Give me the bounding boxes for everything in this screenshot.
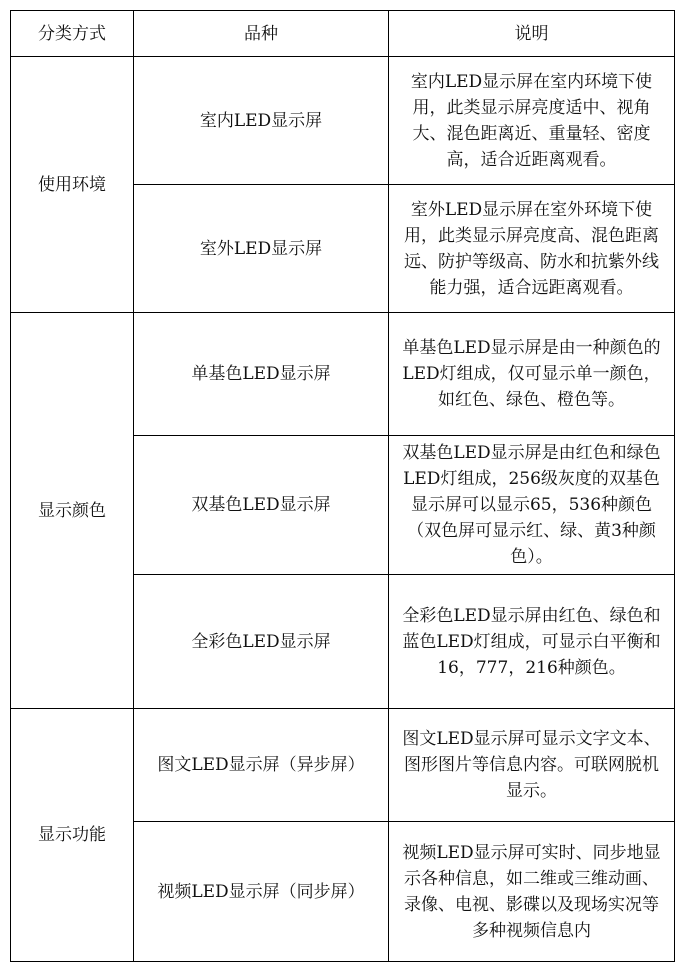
variety-cell: 全彩色LED显示屏	[134, 575, 389, 709]
description-cell: 室内LED显示屏在室内环境下使用，此类显示屏亮度适中、视角大、混色距离近、重量轻、密度高，适合近距离观看。	[389, 57, 675, 185]
header-variety: 品种	[134, 11, 389, 57]
category-cell: 使用环境	[11, 57, 134, 313]
table-row	[11, 313, 675, 436]
description-cell: 视频LED显示屏可实时、同步地显示各种信息，如二维或三维动画、录像、电视、影碟以及现场实况等多种视频信息内	[389, 822, 675, 962]
variety-cell: 室外LED显示屏	[134, 185, 389, 313]
variety-cell: 视频LED显示屏（同步屏）	[134, 822, 389, 962]
variety-cell: 单基色LED显示屏	[134, 313, 389, 436]
table-header-row	[11, 11, 675, 57]
variety-cell: 图文LED显示屏（异步屏）	[134, 709, 389, 822]
table-row	[11, 709, 675, 822]
header-category: 分类方式	[11, 11, 134, 57]
variety-cell: 双基色LED显示屏	[134, 436, 389, 575]
led-classification-table	[10, 10, 675, 962]
description-cell: 图文LED显示屏可显示文字文本、图形图片等信息内容。可联网脱机显示。	[389, 709, 675, 822]
category-cell: 显示颜色	[11, 313, 134, 709]
description-cell: 全彩色LED显示屏由红色、绿色和蓝色LED灯组成，可显示白平衡和16，777，216种颜色。	[389, 575, 675, 709]
category-cell: 显示功能	[11, 709, 134, 962]
table-row	[11, 57, 675, 185]
description-cell: 室外LED显示屏在室外环境下使用，此类显示屏亮度高、混色距离远、防护等级高、防水和抗紫外线能力强，适合远距离观看。	[389, 185, 675, 313]
variety-cell: 室内LED显示屏	[134, 57, 389, 185]
description-cell: 双基色LED显示屏是由红色和绿色LED灯组成，256级灰度的双基色显示屏可以显示65，536种颜色（双色屏可显示红、绿、黄3种颜色）。	[389, 436, 675, 575]
description-cell: 单基色LED显示屏是由一种颜色的LED灯组成，仅可显示单一颜色，如红色、绿色、橙色等。	[389, 313, 675, 436]
header-description: 说明	[389, 11, 675, 57]
